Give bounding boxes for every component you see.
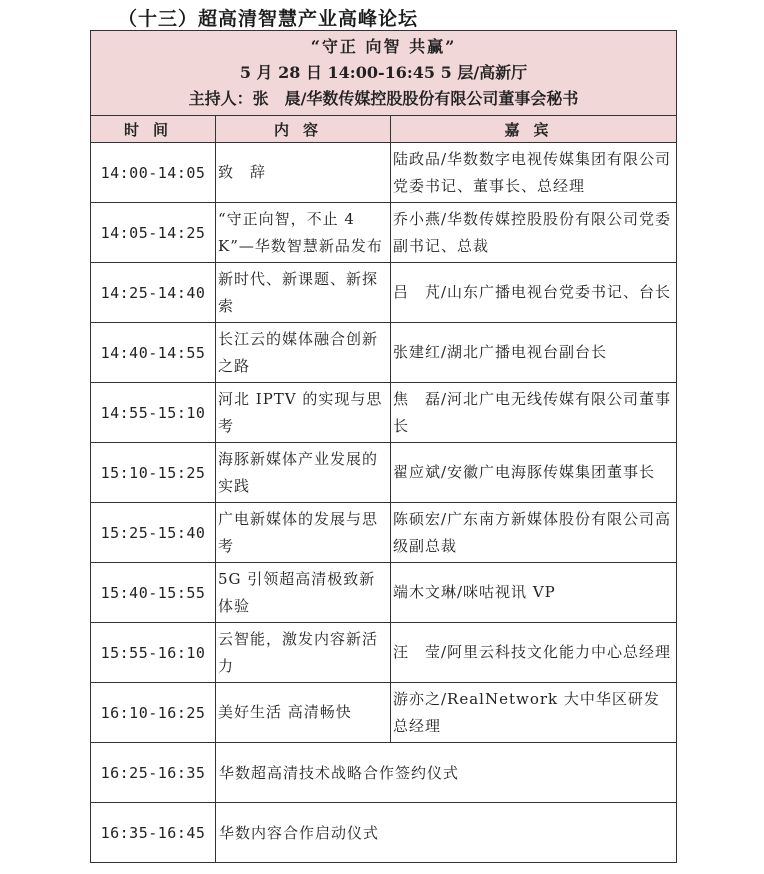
row-guest: 乔小燕/华数传媒控股股份有限公司党委副书记、总裁 <box>391 203 677 263</box>
row-time: 15:25-15:40 <box>91 503 216 563</box>
row-topic-wide: 华数内容合作启动仪式 <box>216 803 677 863</box>
row-topic: 河北 IPTV 的实现与思考 <box>216 383 391 443</box>
table-row <box>91 563 677 623</box>
row-guest: 张建红/湖北广播电视台副台长 <box>391 323 677 383</box>
column-header-row <box>91 116 677 143</box>
row-guest: 陆政品/华数数字电视传媒集团有限公司党委书记、董事长、总经理 <box>391 143 677 203</box>
row-topic: 美好生活 高清畅快 <box>216 683 391 743</box>
table-row <box>91 623 677 683</box>
table-row <box>91 263 677 323</box>
column-header-guest: 嘉宾 <box>391 116 677 143</box>
column-header-time: 时间 <box>91 116 216 143</box>
table-row <box>91 143 677 203</box>
row-time: 14:55-15:10 <box>91 383 216 443</box>
forum-datetime: 5 月 28 日 14:00-16:45 5 层/高新厅 <box>239 63 528 82</box>
row-time: 16:10-16:25 <box>91 683 216 743</box>
table-row <box>91 323 677 383</box>
row-topic: 致 辞 <box>216 143 391 203</box>
row-guest: 翟应斌/安徽广电海豚传媒集团董事长 <box>391 443 677 503</box>
row-topic: 长江云的媒体融合创新之路 <box>216 323 391 383</box>
row-time: 14:25-14:40 <box>91 263 216 323</box>
row-topic: 广电新媒体的发展与思考 <box>216 503 391 563</box>
forum-header-row <box>91 31 677 116</box>
column-header-content: 内容 <box>216 116 391 143</box>
row-guest: 汪 莹/阿里云科技文化能力中心总经理 <box>391 623 677 683</box>
agenda-table <box>90 30 677 863</box>
row-topic: 5G 引领超高清极致新体验 <box>216 563 391 623</box>
row-topic: “守正向智，不止 4K”—华数智慧新品发布 <box>216 203 391 263</box>
row-topic: 云智能，激发内容新活力 <box>216 623 391 683</box>
row-time: 14:05-14:25 <box>91 203 216 263</box>
table-row <box>91 383 677 443</box>
table-row <box>91 443 677 503</box>
row-guest: 陈硕宏/广东南方新媒体股份有限公司高级副总裁 <box>391 503 677 563</box>
row-topic: 海豚新媒体产业发展的实践 <box>216 443 391 503</box>
row-time: 15:10-15:25 <box>91 443 216 503</box>
row-topic: 新时代、新课题、新探索 <box>216 263 391 323</box>
table-row-wide <box>91 743 677 803</box>
row-time: 14:40-14:55 <box>91 323 216 383</box>
section-title: （十三）超高清智慧产业高峰论坛 <box>118 8 419 30</box>
row-guest: 端木文琳/咪咕视讯 VP <box>391 563 677 623</box>
row-topic-wide: 华数超高清技术战略合作签约仪式 <box>216 743 677 803</box>
row-time: 16:25-16:35 <box>91 743 216 803</box>
forum-host: 主持人：张 晨/华数传媒控股股份有限公司董事会秘书 <box>188 89 579 108</box>
row-time: 15:55-16:10 <box>91 623 216 683</box>
row-time: 14:00-14:05 <box>91 143 216 203</box>
row-time: 16:35-16:45 <box>91 803 216 863</box>
table-row <box>91 203 677 263</box>
table-row <box>91 503 677 563</box>
forum-motto: “守正 向智 共赢” <box>310 37 457 56</box>
table-row-wide <box>91 803 677 863</box>
row-time: 15:40-15:55 <box>91 563 216 623</box>
forum-header <box>91 31 677 116</box>
table-row <box>91 683 677 743</box>
row-guest: 游亦之/RealNetwork 大中华区研发总经理 <box>391 683 677 743</box>
row-guest: 吕 芃/山东广播电视台党委书记、台长 <box>391 263 677 323</box>
row-guest: 焦 磊/河北广电无线传媒有限公司董事长 <box>391 383 677 443</box>
